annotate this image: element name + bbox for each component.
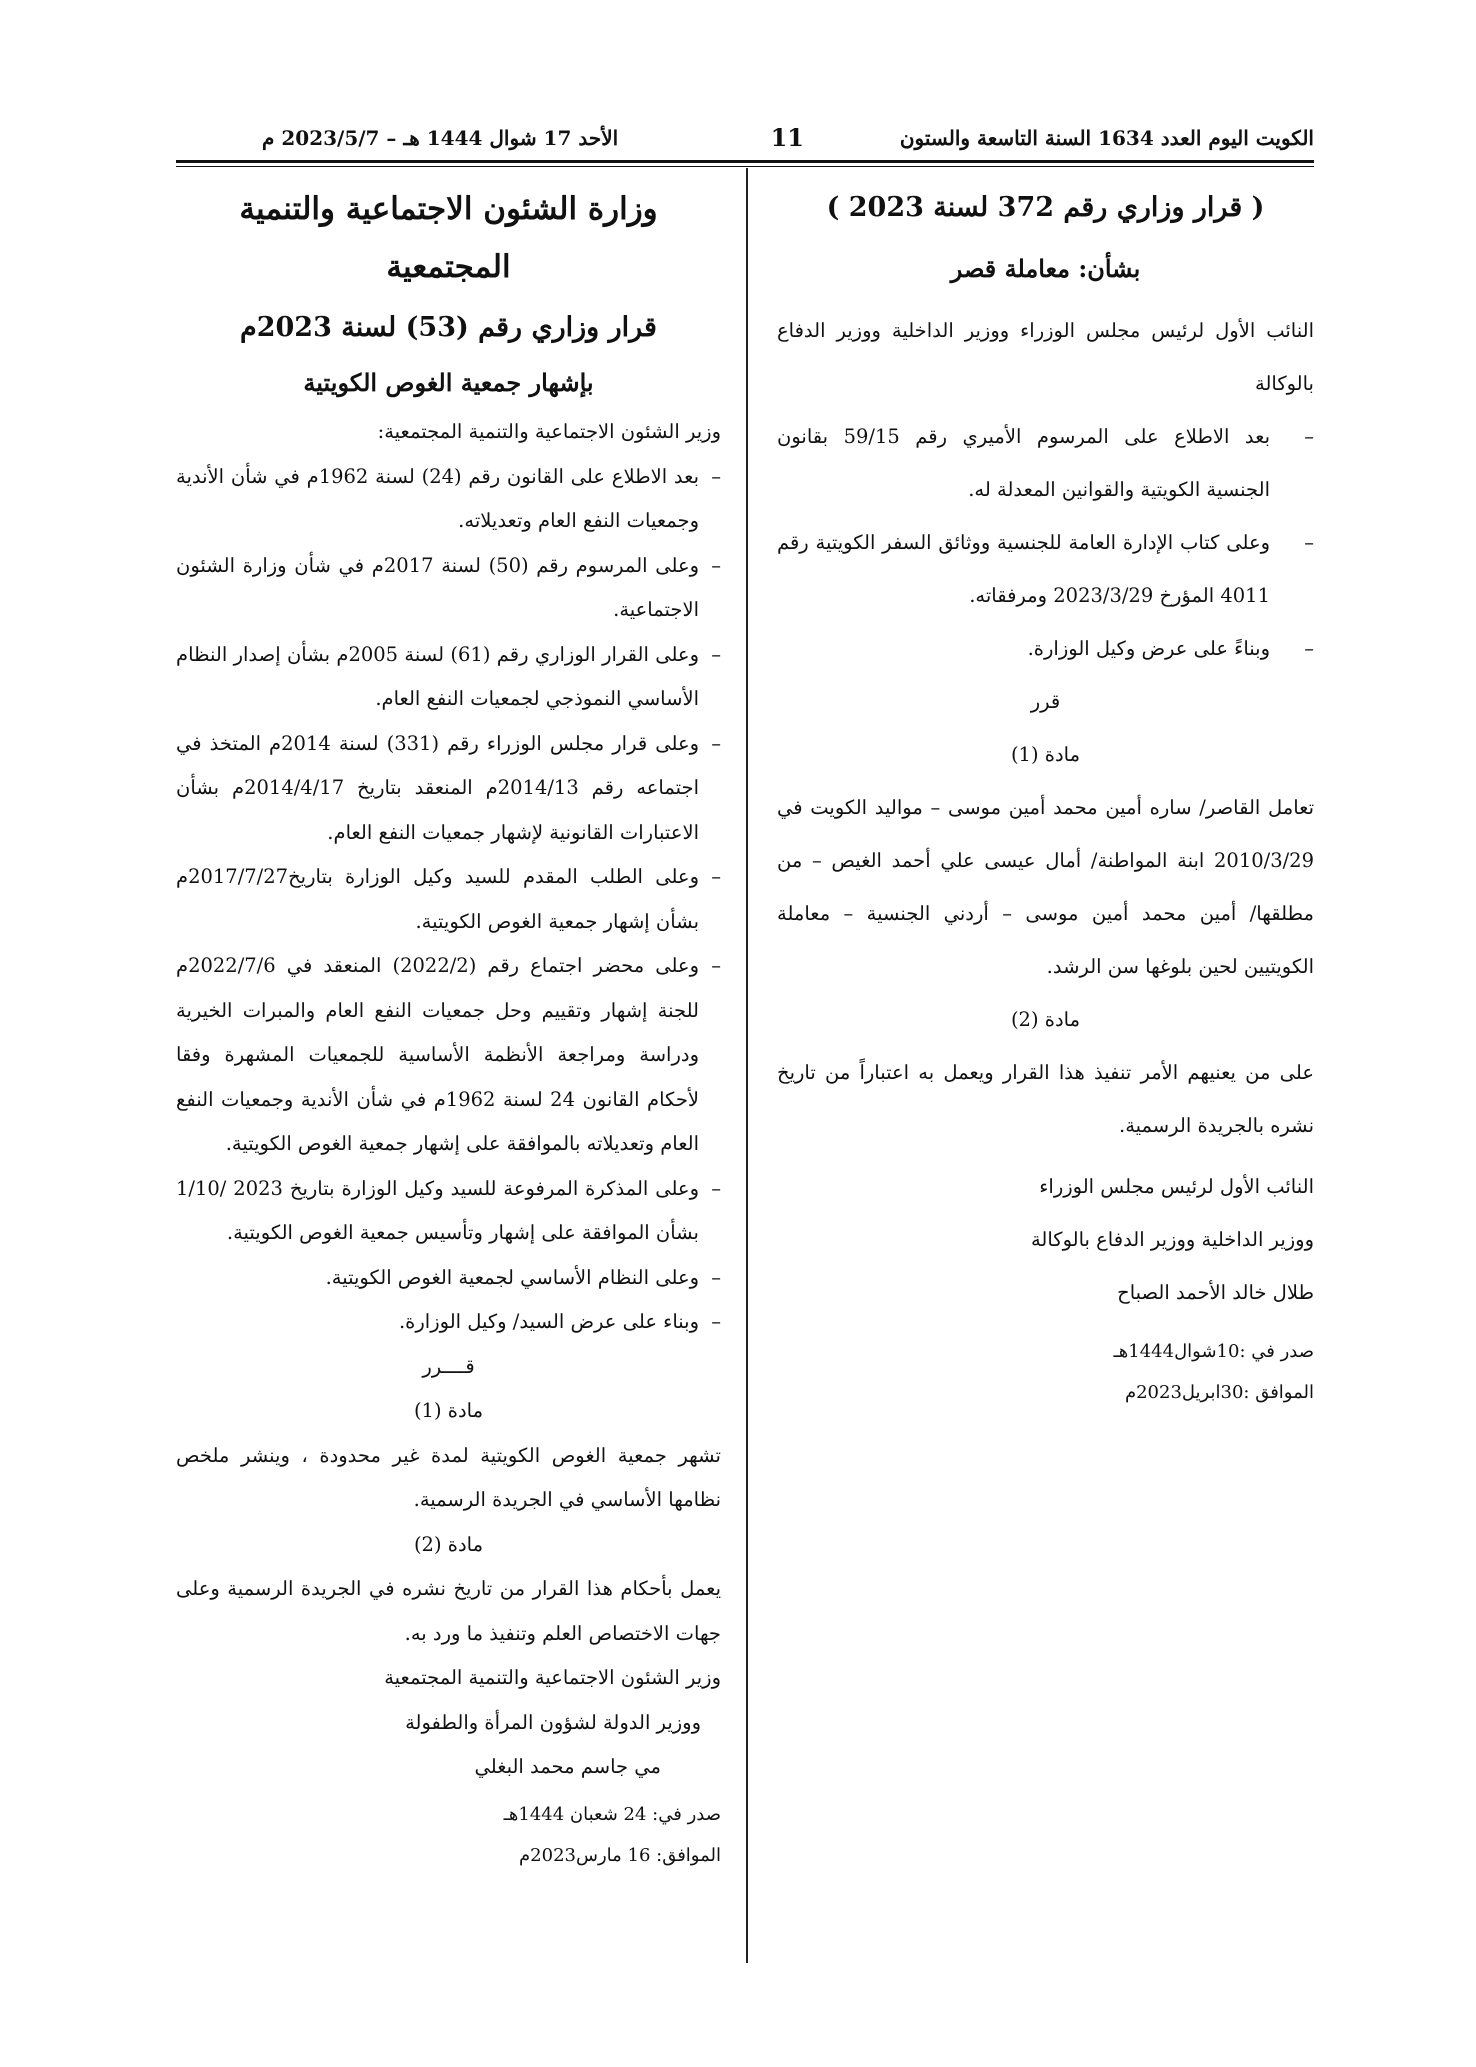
decree-372-article2-text: على من يعنيهم الأمر تنفيذ هذا القرار ويعمل به اعتباراً من تاريخ نشره بالجريدة الرسمية. [777, 1061, 1314, 1137]
column-divider [746, 168, 748, 1963]
decree-53-intro: وزير الشئون الاجتماعية والتنمية المجتمعية: [377, 420, 721, 443]
signature-name: طلال خالد الأحمد الصباح [1117, 1281, 1314, 1304]
decree-53-subject: بإشهار جمعية الغوص الكويتية [303, 368, 594, 397]
decree-53-signature [321, 1656, 721, 1790]
decree-372-column [777, 180, 1314, 1413]
decree-53-column [176, 180, 721, 1876]
decree-372-preamble-item: – بعد الاطلاع على المرسوم الأميري رقم 59/15 بقانون الجنسية الكويتية والقوانين المعدلة له. [777, 425, 1314, 501]
signature-name: مي جاسم محمد البغلي [474, 1755, 661, 1778]
header-rule-thick [176, 160, 1314, 163]
decree-53-preamble-item: – وعلى القرار الوزاري رقم (61) لسنة 2005م بشأن إصدار النظام الأساسي النموذجي لجمعيات النفع العام. [176, 642, 721, 710]
header-issue: الكويت اليوم العدد 1634 السنة التاسعة والستون [899, 126, 1314, 150]
decree-53-article2-text: يعمل بأحكام هذا القرار من تاريخ نشره في الجريدة الرسمية وعلى جهات الاختصاص العلم وتنفيذ ما ورد به. [176, 1577, 721, 1645]
decree-372-article1-text: تعامل القاصر/ ساره أمين محمد أمين موسى – مواليد الكويت في 2010/3/29 ابنة المواطنة/ أمال عيسى علي أحمد الغيص – من مطلقها/ أمين محمد أمين موسى – أردني الجنسية – معاملة الكويتيين لحين بلوغها سن الرشد. [777, 796, 1314, 978]
decree-372-decided: قرر [1030, 690, 1061, 713]
header-date: الأحد 17 شوال 1444 هـ – 2023/5/7 م [262, 126, 619, 150]
decree-372-title: ( قرار وزاري رقم 372 لسنة 2023 ) [826, 192, 1265, 223]
decree-53-issued: صدر في: 24 شعبان 1444هـ [503, 1803, 721, 1825]
decree-53-preamble-item: – وعلى المذكرة المرفوعة للسيد وكيل الوزارة بتاريخ 2023 /1/10 بشأن الموافقة على إشهار وتأسيس جمعية الغوص الكويتية. [176, 1176, 721, 1244]
decree-53-preamble-item: – وعلى النظام الأساسي لجمعية الغوص الكويتية. [325, 1265, 721, 1289]
decree-372-article2-heading: مادة (2) [1010, 1008, 1081, 1031]
signature-line: ووزير الداخلية ووزير الدفاع بالوكالة [1030, 1228, 1314, 1251]
decree-372-issued: صدر في :10شوال1444هـ [1113, 1341, 1314, 1362]
decree-372-corresponding: الموافق :30ابريل2023م [1124, 1382, 1314, 1403]
decree-53-article1-text: تشهر جمعية الغوص الكويتية لمدة غير محدودة ، وينشر ملخص نظامها الأساسي في الجريدة الرسمية. [176, 1443, 721, 1511]
decree-372-signature [914, 1160, 1314, 1319]
decree-53-preamble-item: – وعلى محضر اجتماع رقم (2022/2) المنعقد في 2022/7/6م للجنة إشهار وتقييم وحل جمعيات النفع العام والمبرات الخيرية ودراسة ومراجعة الأنظمة الأساسية للجمعيات المشهرة وفقا لأحكام القانون 24 لسنة 1962م في شأن الأندية وجمعيات النفع العام وتعديلاته بالموافقة على إشهار جمعية الغوص الكويتية. [176, 954, 721, 1155]
decree-372-preamble-item: – وعلى كتاب الإدارة العامة للجنسية ووثائق السفر الكويتية رقم 4011 المؤرخ 2023/3/29 ومرفقاته. [777, 531, 1314, 607]
signature-line: النائب الأول لرئيس مجلس الوزراء [1039, 1175, 1314, 1198]
decree-53-preamble-item: – وعلى المرسوم رقم (50) لسنة 2017م في شأن وزارة الشئون الاجتماعية. [176, 553, 721, 621]
decree-53-decided: قــــرر [422, 1354, 475, 1378]
decree-53-corresponding: الموافق: 16 مارس2023م [519, 1844, 721, 1866]
decree-53-preamble-item: – وبناء على عرض السيد/ وكيل الوزارة. [398, 1310, 721, 1333]
signature-line: ووزير الدولة لشؤون المرأة والطفولة [405, 1710, 701, 1734]
ministry-title: وزارة الشئون الاجتماعية والتنمية المجتمعية [239, 191, 658, 285]
header-rule-thin [176, 166, 1314, 167]
decree-372-intro: النائب الأول لرئيس مجلس الوزراء ووزير الداخلية ووزير الدفاع بالوكالة [777, 319, 1314, 395]
page-header [176, 118, 1314, 158]
decree-372-article1-heading: مادة (1) [1010, 743, 1081, 766]
decree-53-preamble-item: – وعلى قرار مجلس الوزراء رقم (331) لسنة 2014م المتخذ في اجتماعه رقم 2014/13م المنعقد بتاريخ 2014/4/17م بشأن الاعتبارات القانونية لإشهار جمعيات النفع العام. [176, 731, 721, 844]
decree-53-preamble-item: – وعلى الطلب المقدم للسيد وكيل الوزارة بتاريخ2017/7/27م بشأن إشهار جمعية الغوص الكويتية. [176, 865, 721, 933]
signature-line: وزير الشئون الاجتماعية والتنمية المجتمعية [384, 1666, 721, 1689]
header-page-number: 11 [770, 123, 804, 152]
decree-53-title: قرار وزاري رقم (53) لسنة 2023م [240, 312, 657, 343]
decree-372-subject: بشأن: معاملة قصر [950, 254, 1141, 283]
decree-53-preamble-item: – بعد الاطلاع على القانون رقم (24) لسنة 1962م في شأن الأندية وجمعيات النفع العام وتعديلاته. [176, 464, 721, 532]
decree-53-article1-heading: مادة (1) [413, 1399, 484, 1422]
decree-53-article2-heading: مادة (2) [413, 1532, 484, 1556]
decree-372-preamble-item: – وبناءً على عرض وكيل الوزارة. [1027, 637, 1314, 660]
